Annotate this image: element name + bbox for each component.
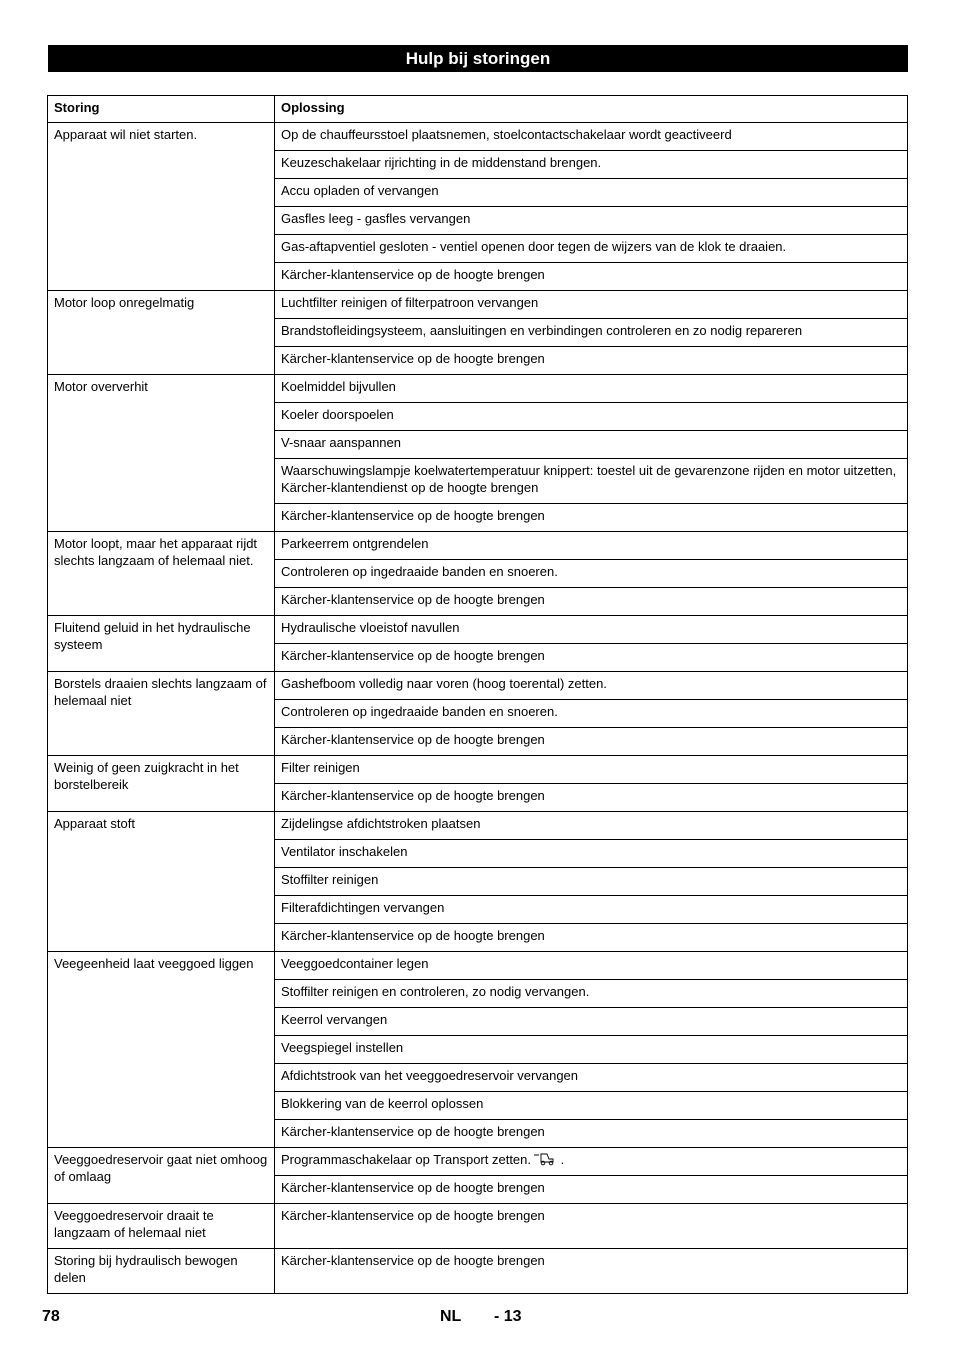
remedy-cell: Controleren op ingedraaide banden en snoeren. [275,700,908,728]
remedy-cell: Ventilator inschakelen [275,840,908,868]
subpage-number: - 13 [494,1308,522,1325]
language-code: NL [440,1308,462,1325]
remedy-cell: Hydraulische vloeistof navullen [275,616,908,644]
troubleshooting-table [47,95,908,1294]
remedy-cell: Koelmiddel bijvullen [275,375,908,403]
remedy-cell: Kärcher-klantenservice op de hoogte brengen [275,504,908,532]
remedy-cell: Kärcher-klantenservice op de hoogte brengen [275,1204,908,1249]
remedy-cell: Kärcher-klantenservice op de hoogte brengen [275,728,908,756]
remedy-text: Programmaschakelaar op Transport zetten. [281,1152,532,1167]
remedy-cell: Zijdelingse afdichtstroken plaatsen [275,812,908,840]
remedy-cell: Blokkering van de keerrol oplossen [275,1092,908,1120]
remedy-cell: Veegspiegel instellen [275,1036,908,1064]
remedy-cell: Afdichtstrook van het veeggoedreservoir vervangen [275,1064,908,1092]
remedy-cell: Kärcher-klantenservice op de hoogte brengen [275,784,908,812]
fault-cell: Fluitend geluid in het hydraulische systeem [48,616,275,672]
table-row [48,1148,908,1176]
remedy-cell: Kärcher-klantenservice op de hoogte brengen [275,588,908,616]
remedy-cell: Op de chauffeursstoel plaatsnemen, stoelcontactschakelaar wordt geactiveerd [275,123,908,151]
fault-cell: Veegeenheid laat veeggoed liggen [48,952,275,1148]
remedy-cell: Kärcher-klantenservice op de hoogte brengen [275,347,908,375]
remedy-cell: Luchtfilter reinigen of filterpatroon vervangen [275,291,908,319]
fault-cell: Veeggoedreservoir gaat niet omhoog of omlaag [48,1148,275,1204]
remedy-cell: Accu opladen of vervangen [275,179,908,207]
fault-cell: Apparaat stoft [48,812,275,952]
table-row [48,532,908,560]
remedy-cell: Kärcher-klantenservice op de hoogte brengen [275,1249,908,1294]
section-title: Hulp bij storingen [405,48,551,68]
remedy-cell: Parkeerrem ontgrendelen [275,532,908,560]
transport-mode-icon [533,1152,557,1170]
remedy-cell: Brandstofleidingsysteem, aansluitingen en verbindingen controleren en zo nodig repareren [275,319,908,347]
fault-cell: Weinig of geen zuigkracht in het borstelbereik [48,756,275,812]
page-number: 78 [42,1308,60,1325]
header-remedy: Oplossing [275,96,908,123]
remedy-cell: Kärcher-klantenservice op de hoogte brengen [275,1120,908,1148]
remedy-cell: Filter reinigen [275,756,908,784]
table-row [48,375,908,403]
fault-cell: Apparaat wil niet starten. [48,123,275,291]
fault-cell: Storing bij hydraulisch bewogen delen [48,1249,275,1294]
table-row [48,616,908,644]
remedy-cell: Kärcher-klantenservice op de hoogte brengen [275,1176,908,1204]
remedy-cell: Kärcher-klantenservice op de hoogte brengen [275,644,908,672]
table-row [48,123,908,151]
remedy-cell: Veeggoedcontainer legen [275,952,908,980]
table-row [48,672,908,700]
remedy-cell: Kärcher-klantenservice op de hoogte brengen [275,924,908,952]
table-row [48,1204,908,1249]
fault-cell: Veeggoedreservoir draait te langzaam of helemaal niet [48,1204,275,1249]
remedy-cell: Controleren op ingedraaide banden en snoeren. [275,560,908,588]
remedy-cell: Koeler doorspoelen [275,403,908,431]
section-title-bar [48,45,908,72]
fault-cell: Motor loop onregelmatig [48,291,275,375]
remedy-cell: Stoffilter reinigen en controleren, zo nodig vervangen. [275,980,908,1008]
remedy-cell: Keuzeschakelaar rijrichting in de middenstand brengen. [275,151,908,179]
remedy-cell: Kärcher-klantenservice op de hoogte brengen [275,263,908,291]
table-header-row [48,96,908,123]
table-row [48,812,908,840]
fault-cell: Motor oververhit [48,375,275,532]
fault-cell: Motor loopt, maar het apparaat rijdt slechts langzaam of helemaal niet. [48,532,275,616]
table-row [48,291,908,319]
fault-cell: Borstels draaien slechts langzaam of helemaal niet [48,672,275,756]
table-row [48,1249,908,1294]
remedy-cell: Gasfles leeg - gasfles vervangen [275,207,908,235]
remedy-cell: V-snaar aanspannen [275,431,908,459]
remedy-cell: Stoffilter reinigen [275,868,908,896]
remedy-cell: Programmaschakelaar op Transport zetten. . [275,1148,908,1176]
remedy-cell: Gashefboom volledig naar voren (hoog toerental) zetten. [275,672,908,700]
remedy-cell: Gas-aftapventiel gesloten - ventiel openen door tegen de wijzers van de klok te draaien. [275,235,908,263]
table-row [48,756,908,784]
header-fault: Storing [48,96,275,123]
remedy-cell: Keerrol vervangen [275,1008,908,1036]
remedy-cell: Waarschuwingslampje koelwatertemperatuur knippert: toestel uit de gevarenzone rijden en motor uitzetten, Kärcher-klantendienst op de hoogte brengen [275,459,908,504]
remedy-cell: Filterafdichtingen vervangen [275,896,908,924]
table-row [48,952,908,980]
